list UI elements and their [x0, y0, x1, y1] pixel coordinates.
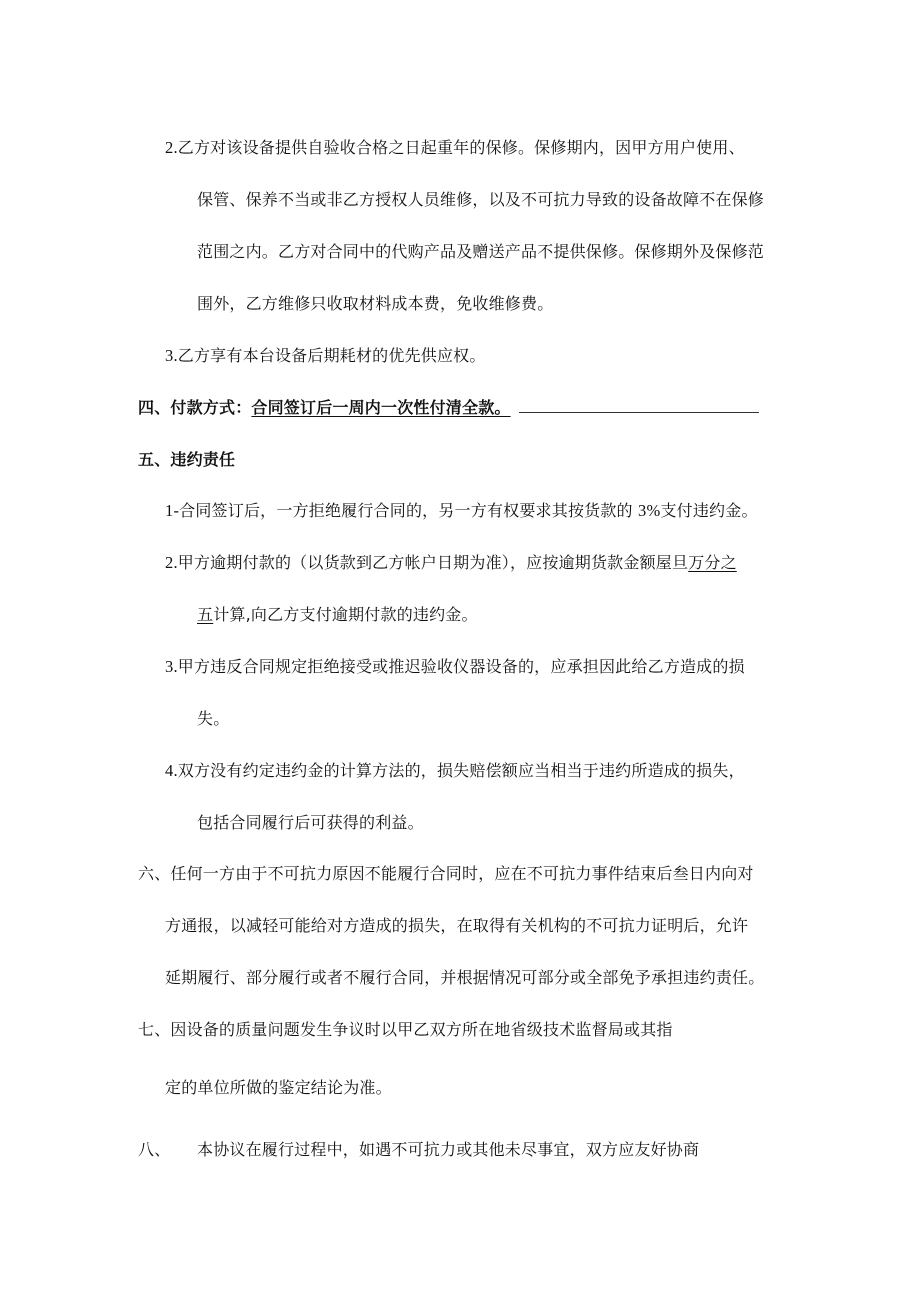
warranty-item-2-line-3: 范围之内。乙方对合同中的代购产品及赠送产品不提供保修。保修期外及保修范: [197, 242, 765, 261]
liability-item-4-number: 4.: [165, 761, 178, 780]
force-majeure-line-1: 六、任何一方由于不可抗力原因不能履行合同时，应在不可抗力事件结束后叁日内向对: [138, 864, 754, 883]
warranty-item-2-line-4: 围外，乙方维修只收取材料成本费，免收维修费。: [197, 294, 554, 313]
liability-heading: 五、违约责任: [138, 450, 236, 469]
warranty-item-2-number: 2.: [165, 138, 178, 157]
liability-item-2-number: 2.: [165, 553, 178, 572]
warranty-item-3: 3.乙方享有本台设备后期耗材的优先供应权。: [165, 346, 486, 365]
warranty-item-2-line-1: 2.乙方对该设备提供自验收合格之日起重年的保修。保修期内，因甲方用户使用、: [165, 138, 745, 157]
liability-item-4-line-2: 包括合同履行后可获得的利益。: [197, 813, 424, 832]
liability-item-3-line-2: 失。: [197, 709, 230, 728]
payment-section: [138, 398, 759, 418]
quality-dispute-line-2: 定的单位所做的鉴定结论为准。: [165, 1078, 392, 1097]
warranty-item-3-number: 3.: [165, 346, 178, 365]
liability-item-4-line-1: 4.双方没有约定违约金的计算方法的，损失赔偿额应当相当于违约所造成的损失，: [165, 761, 745, 780]
payment-terms: 合同签订后一周内一次性付清全款。: [251, 398, 511, 417]
liability-item-3-line-1: 3.甲方违反合同规定拒绝接受或推迟验收仪器设备的，应承担因此给乙方造成的损: [165, 657, 745, 676]
payment-heading: 四、付款方式：: [138, 398, 252, 417]
quality-dispute-line-1: 七、因设备的质量问题发生争议时以甲乙双方所在地省级技术监督局或其指: [138, 1020, 673, 1039]
warranty-item-2-line-2: 保管、保养不当或非乙方授权人员维修，以及不可抗力导致的设备故障不在保修: [197, 190, 765, 209]
force-majeure-line-3: 延期履行、部分履行或者不履行合同，并根据情况可部分或全部免予承担违约责任。: [165, 968, 765, 987]
liability-item-1-number: 1-: [165, 501, 180, 520]
liability-item-2-line-2: 五计算,向乙方支付逾期付款的违约金。: [197, 605, 478, 624]
liability-item-3-number: 3.: [165, 657, 178, 676]
misc-section-label: 八、: [138, 1140, 171, 1159]
penalty-percentage: 3%: [638, 501, 661, 520]
liability-item-2-line-1: 2.甲方逾期付款的（以货款到乙方帐户日期为准），应按逾期货款金额屋旦万分之: [165, 553, 737, 572]
misc-section-text: 本协议在履行过程中，如遇不可抗力或其他未尽事宜，双方应友好协商: [197, 1140, 700, 1159]
payment-blank-line: [519, 398, 759, 413]
force-majeure-line-2: 方通报，以减轻可能给对方造成的损失，在取得有关机构的不可抗力证明后，允许: [165, 916, 749, 935]
liability-item-1: 1-合同签订后，一方拒绝履行合同的，另一方有权要求其按货款的 3%支付违约金。: [165, 501, 758, 520]
